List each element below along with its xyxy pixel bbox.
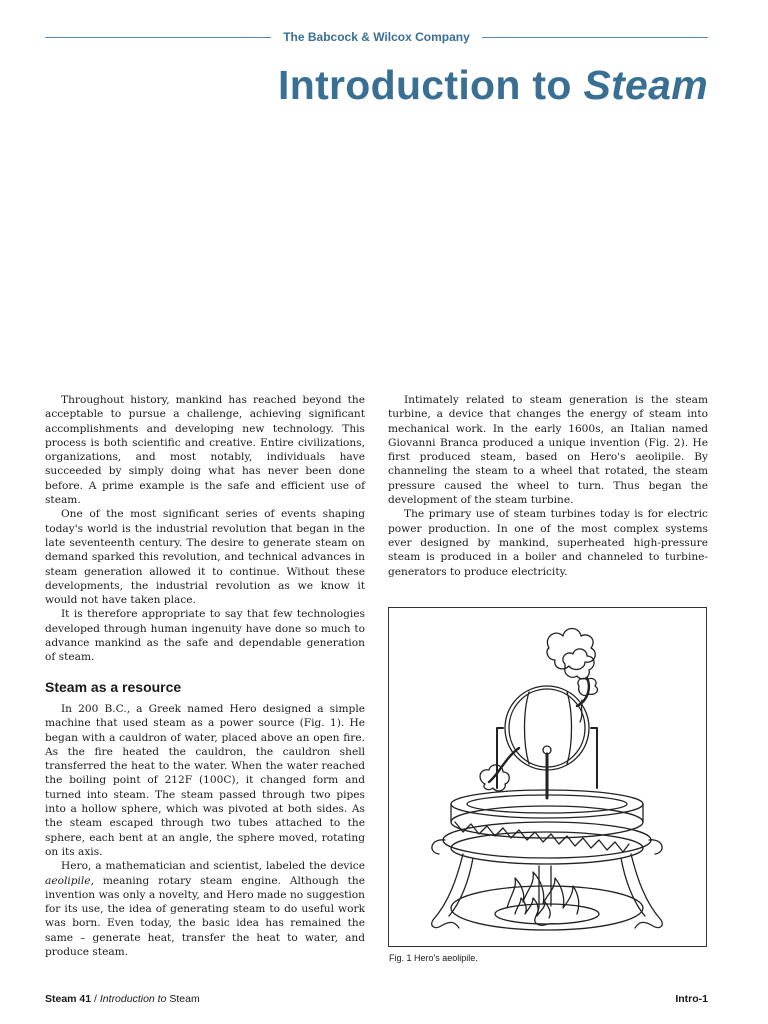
sphere-icon	[489, 678, 597, 798]
title-main: Introduction to	[278, 62, 584, 108]
paragraph: Throughout history, mankind has reached beyond the acceptable to pursue a challenge, achieving significant accomplishments and developing new technology. This process is both scientific and creative. Entire civilizations, organizations, and most notably, individuals have succeeded by simply doing what has never been done before. A prime example is the safe and efficient use of steam.	[45, 394, 365, 507]
left-column	[45, 393, 365, 959]
stand-legs-icon	[432, 854, 663, 930]
paragraph: Intimately related to steam generation is the steam turbine, a device that changes the energy of steam into mechanical work. In the early 1600s, an Italian named Giovanni Branca produced a unique invention (Fig. 2). He first produced steam, based on Hero's aeolipile. By channeling the steam to a wheel that rotated, the steam pressure caused the wheel to turn. Thus began the development of the steam turbine.	[388, 394, 708, 507]
fire-icon	[495, 872, 599, 924]
footer-left	[45, 993, 200, 1005]
footer-separator: /	[91, 993, 100, 1005]
hero-text-after: , meaning rotary steam engine. Although the invention was only a novelty, and Hero made no suggestion for its use, the idea of generating steam to do useful work was born. Even today, the basic idea has remained the same – generate heat, transfer the heat to water, and produce steam.	[45, 874, 365, 958]
hero-text-before: Hero, a mathematician and scientist, labeled the device	[61, 860, 365, 873]
steam-cloud-icon	[547, 629, 597, 723]
paragraph-hero	[45, 859, 365, 959]
header-rule-right	[482, 37, 708, 38]
aeolipile-illustration	[389, 608, 706, 946]
figure-caption: Fig. 1 Hero's aeolipile.	[389, 953, 478, 963]
footer-chapter-rest: Steam	[166, 993, 200, 1005]
paragraph: One of the most significant series of events shaping today's world is the industrial revolution that began in the late seventeenth century. The desire to generate steam on demand sparked this revolution, and technical advances in steam generation allowed it to continue. Without these developments, the industrial revolution as we know it would not have taken place.	[45, 508, 365, 607]
header-rule-left	[45, 37, 271, 38]
right-column	[388, 393, 708, 579]
page-title	[278, 62, 708, 109]
paragraph: The primary use of steam turbines today is for electric power production. In one of the most complex systems ever designed by mankind, superheated high-pressure steam is produced in a boiler and channeled to turbine-generators to produce electricity.	[388, 508, 708, 578]
aeolipile-term: aeolipile	[45, 874, 91, 887]
page-number: Intro-1	[675, 993, 708, 1005]
company-name: The Babcock & Wilcox Company	[283, 30, 470, 44]
footer-chapter-italic: Introduction to	[99, 993, 167, 1005]
title-italic: Steam	[583, 62, 708, 108]
paragraph: In 200 B.C., a Greek named Hero designed a simple machine that used steam as a power source (Fig. 1). He began with a cauldron of water, placed above an open fire. As the fire heated the cauldron, the cauldron shell transferred the heat to the water. When the water reached the boiling point of 212F (100C), it changed form and turned into steam. The steam passed through two pipes into a hollow sphere, which was pivoted at both sides. As the steam escaped through two tubes attached to the sphere, each bent at an angle, the sphere moved, rotating on its axis.	[45, 702, 365, 858]
cauldron-icon	[432, 790, 662, 864]
figure-frame	[388, 607, 707, 947]
paragraph: It is therefore appropriate to say that few technologies developed through human ingenuity have done so much to advance mankind as the safe and dependable generation of steam.	[45, 608, 365, 664]
section-heading: Steam as a resource	[45, 678, 182, 695]
footer-book: Steam 41	[45, 993, 92, 1005]
